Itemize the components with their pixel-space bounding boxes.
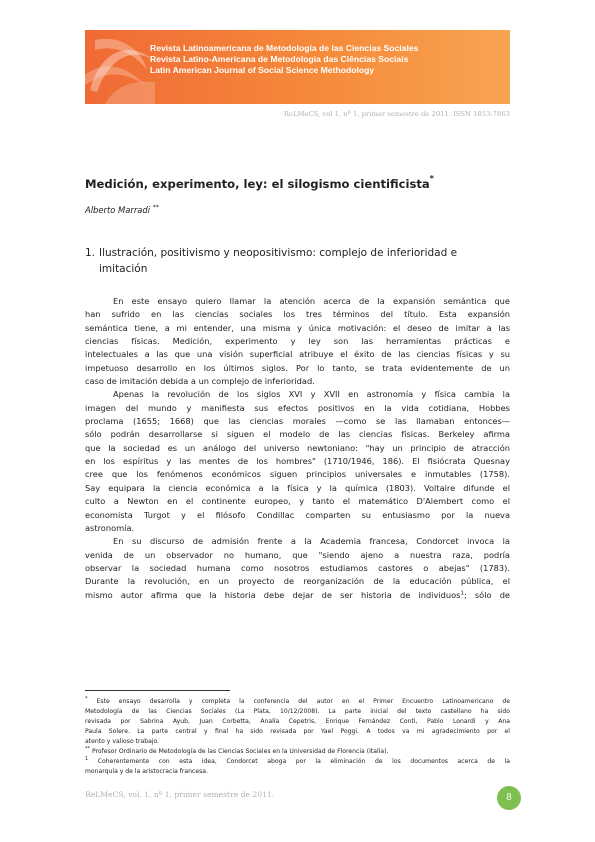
paragraph-line: han sufrido en las ciencias sociales los tres términos del título. Esta expansión	[85, 309, 510, 320]
footnote-line	[85, 757, 510, 767]
series-citation: ReLMeCS, vol 1, nº 1, primer semestre de 2011. ISSN 1853-7863	[283, 110, 510, 118]
footnote-text: Este ensayo desarrolla y completa la conferencia del autor en el Primer Encuentro Latinoamericano de	[96, 698, 511, 705]
footnote-mark: **	[85, 745, 90, 752]
paragraph-line: intelectuales a las que una visión superficial atribuye el éxito de las ciencias físicas y su	[85, 349, 510, 360]
section-heading-line-1: Ilustración, positivismo y neopositivismo: complejo de inferioridad e	[99, 247, 458, 259]
paragraph-line: en los espíritus y las mentes de los hombres" (1710/1946, 186). El fisiócrata Quesnay	[85, 456, 510, 467]
paragraph-line: En su discurso de admisión frente a la Academia francesa, Condorcet invoca la	[113, 536, 510, 547]
paragraph-line: Apenas la revolución de los siglos XVI y XVII en astronomía y física cambia la	[113, 389, 510, 400]
paragraph-line: Durante la revolución, en un proyecto de reorganización de la educación pública, el	[85, 576, 510, 587]
paragraph-line: cree que los fenómenos económicos siguen principios universales e inmutables (1758).	[85, 469, 510, 480]
paragraph-line: Say equipara la ciencia económica a la física y la química (1803). Voltaire difunde el	[85, 482, 510, 493]
footnote-line: atento y valioso trabajo.	[85, 738, 160, 745]
article-author	[85, 204, 159, 215]
section-number: 1.	[85, 247, 96, 259]
paragraph-line: observar la sociedad humana como nosotros estudiamos castores o abejas" (1783).	[85, 562, 510, 573]
footnote-text: Coherentemente con esta idea, Condorcet aboga por la eliminación de los documentos acerca de la	[97, 758, 511, 765]
paragraph-line: astronomía.	[85, 522, 135, 533]
journal-title-block	[150, 43, 418, 76]
paragraph-line: proclama (1655; 1668) que las ciencias morales —como se las llamaban entonces—	[85, 416, 510, 427]
footnote	[85, 747, 510, 757]
section-heading	[85, 246, 510, 277]
paragraph-line-part: ; sólo de	[463, 589, 510, 600]
footnote	[85, 697, 510, 747]
paragraph-line: culto a Newton en el continente europeo, y tanto el matemático D'Alembert como el	[85, 496, 510, 507]
journal-name-es: Revista Latinoamericana de Metodología de las Ciencias Sociales	[150, 43, 419, 53]
footnote-mark: *	[85, 695, 88, 702]
body-text	[85, 295, 510, 602]
author-name: Alberto Marradi	[85, 204, 151, 215]
article-title-text: Medición, experimento, ley: el silogismo cientificista	[85, 176, 430, 191]
footnote-divider	[85, 690, 230, 691]
footnotes	[85, 697, 510, 777]
paragraph-line: caso de imitación debida a un complejo de inferioridad.	[85, 376, 315, 387]
paragraph-line: sólo podrán desarrollarse si siguen el modelo de las ciencias físicas. Berkeley afirma	[85, 429, 510, 440]
paragraph	[85, 295, 510, 388]
journal-banner	[85, 30, 510, 104]
paragraph-line-part: mismo autor afirma que la historia debe dejar de ser historia de individuos	[85, 589, 461, 600]
footnote-line: monarquía y de la aristocracia francesa.	[85, 768, 208, 775]
journal-logo-swirl-icon	[85, 30, 155, 104]
footnote-line	[85, 697, 510, 707]
paragraph-line: imagen del mundo y manifiesta sus efectos positivos en la vida cotidiana, Hobbes	[85, 402, 510, 413]
paragraph-line: En este ensayo quiero llamar la atención acerca de la expansión semántica que	[113, 296, 510, 306]
footnote-line: Paula Solere. La parte central y final ha sido revisada por Yael Poggi. A todos va mi agradecimiento por el	[85, 728, 510, 735]
page-number-badge: 8	[497, 786, 521, 810]
section-heading-line-2: imitación	[99, 262, 148, 275]
footnote-line	[85, 747, 510, 757]
title-footnote-mark: *	[429, 174, 434, 183]
author-footnote-mark: **	[152, 204, 159, 211]
footnote-line: revisada por Sabrina Ayub, Juan Corbetta, Analía Cepetris, Enrique Fernández Conti, Pablo Lonardi y Ana	[85, 718, 510, 725]
footnote-mark: 1	[85, 755, 89, 762]
footnote-line: Metodología de las Ciencias Sociales (La Plata, 10/12/2008). La parte inicial del texto castellano ha sido	[85, 708, 510, 715]
article-title	[85, 176, 434, 191]
paragraph-line: ciencias físicas. Medición, experimento y ley son las herramientas prácticas e	[85, 336, 510, 347]
paragraph-line: economista Turgot y el filósofo Condillac comparten su entusiasmo por la nueva	[85, 509, 510, 520]
paragraph-line: impetuoso desarrollo en los últimos siglos. Por lo tanto, se trata evidentemente de un	[85, 362, 510, 373]
paragraph-line: que la sociedad es un análogo del universo newtoniano: "hay un principio de atracción	[85, 442, 510, 453]
paragraph	[85, 388, 510, 535]
paragraph-line	[85, 589, 510, 602]
footnote-ref: 1	[460, 589, 464, 596]
footer-citation: ReLMeCS, vol. 1, nº 1, primer semestre de 2011.	[85, 790, 275, 799]
journal-name-pt: Revista Latino-Americana de Metodologia das Ciências Sociais	[150, 54, 409, 64]
paragraph-line: venida de un observador no humano, que "siendo ajeno a nuestra raza, podría	[85, 549, 510, 560]
journal-name-en: Latin American Journal of Social Science Methodology	[150, 65, 375, 75]
footnote-text: Profesor Ordinario de Metodología de las Ciencias Sociales en la Universidad de Florencia (Italia).	[91, 748, 389, 755]
paragraph-line: semántica tiene, a mi entender, una misma y única motivación: el deseo de imitar a las	[85, 322, 510, 333]
paragraph	[85, 535, 510, 602]
footnote	[85, 757, 510, 777]
